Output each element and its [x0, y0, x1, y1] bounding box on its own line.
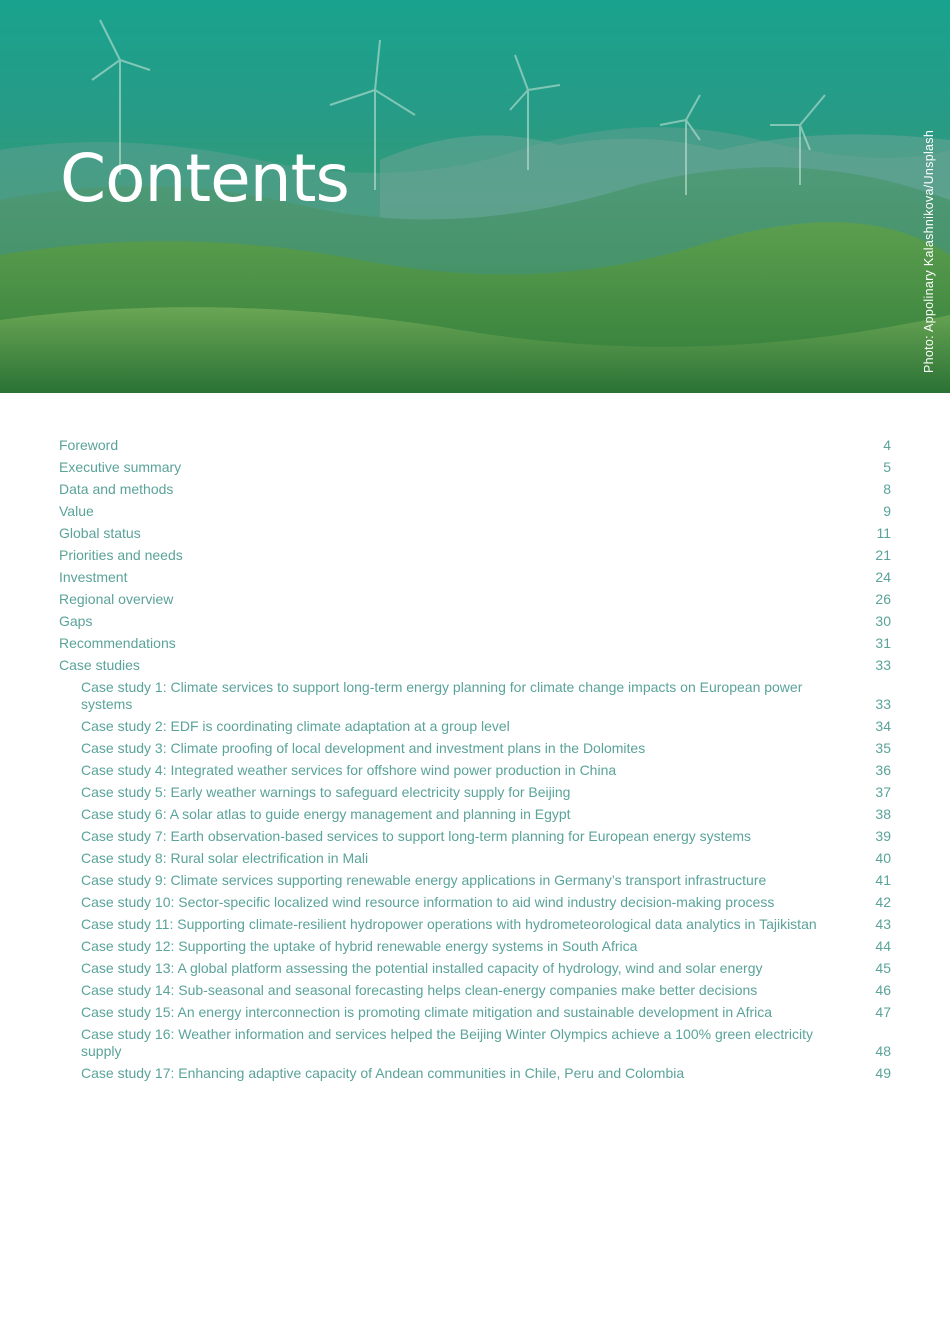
toc-entry-page: 44: [875, 938, 891, 954]
toc-entry[interactable]: [59, 828, 891, 845]
toc-entry[interactable]: [59, 547, 891, 564]
toc-entry-label: Investment: [59, 569, 128, 585]
toc-entry-label: Global status: [59, 525, 141, 541]
toc-entry-page: 9: [883, 503, 891, 519]
toc-entry-page: 45: [875, 960, 891, 976]
toc-entry-page: 35: [875, 740, 891, 756]
toc-entry-label: Case study 10: Sector-specific localized wind resource information to aid wind industry decision-making process: [81, 894, 775, 910]
toc-entry-page: 33: [875, 657, 891, 673]
toc-entry-label: Executive summary: [59, 459, 182, 475]
toc-entry-label: Case study 3: Climate proofing of local development and investment plans in the Dolomites: [81, 740, 646, 756]
toc-entry[interactable]: [59, 806, 891, 823]
toc-entry[interactable]: [59, 613, 891, 630]
toc-entry-label: Value: [59, 503, 94, 519]
page-title: Contents: [60, 140, 349, 217]
toc-entry[interactable]: [59, 591, 891, 608]
toc-entry-label: Case study 16: Weather information and services helped the Beijing Winter Olympics achieve a 100% green electricity supply: [81, 1026, 813, 1059]
toc-entry[interactable]: [59, 525, 891, 542]
toc-entry-page: 30: [875, 613, 891, 629]
toc-entry-page: 41: [875, 872, 891, 888]
toc-entry-label: Case study 1: Climate services to support long-term energy planning for climate change impacts on European power systems: [81, 679, 803, 712]
toc-entry-label: Case study 13: A global platform assessing the potential installed capacity of hydrology, wind and solar energy: [81, 960, 763, 976]
toc-entry-label: Case study 9: Climate services supporting renewable energy applications in Germany’s transport infrastructure: [81, 872, 767, 888]
toc-entry-page: 5: [883, 459, 891, 475]
toc-entry-label: Foreword: [59, 437, 119, 453]
toc-entry[interactable]: [59, 762, 891, 779]
toc-entry[interactable]: [59, 740, 891, 757]
toc-entry-label: Case study 12: Supporting the uptake of hybrid renewable energy systems in South Africa: [81, 938, 638, 954]
toc-entry-label: Case study 5: Early weather warnings to safeguard electricity supply for Beijing: [81, 784, 571, 800]
toc-entry-page: 11: [876, 525, 891, 541]
toc-entry-page: 31: [875, 635, 891, 651]
toc-entry-label: Case study 15: An energy interconnection is promoting climate mitigation and sustainable development in Africa: [81, 1004, 773, 1020]
toc-entry[interactable]: [59, 1026, 891, 1060]
toc-entry-page: 36: [875, 762, 891, 778]
toc-entry-page: 48: [875, 1043, 891, 1059]
toc-entry-page: 34: [875, 718, 891, 734]
toc-entry[interactable]: [59, 960, 891, 977]
toc-entry-label: Case study 8: Rural solar electrification in Mali: [81, 850, 369, 866]
toc-entry[interactable]: [59, 894, 891, 911]
toc-entry[interactable]: [59, 872, 891, 889]
toc-entry-label: Data and methods: [59, 481, 174, 497]
toc-entry-page: 40: [875, 850, 891, 866]
toc-entry[interactable]: [59, 1004, 891, 1021]
toc-entry-label: Case study 14: Sub-seasonal and seasonal forecasting helps clean-energy companies make better decisions: [81, 982, 758, 998]
toc-entry-page: 33: [875, 696, 891, 712]
photo-credit: Photo: Appolinary Kalashnikova/Unsplash: [922, 129, 936, 373]
toc-entry[interactable]: [59, 850, 891, 867]
toc-entry[interactable]: [59, 569, 891, 586]
toc-entry[interactable]: [59, 635, 891, 652]
toc-entry-page: 26: [875, 591, 891, 607]
toc-entry-label: Case study 2: EDF is coordinating climate adaptation at a group level: [81, 718, 510, 734]
toc-entry-label: Case studies: [59, 657, 140, 673]
toc-entry-page: 4: [883, 437, 891, 453]
toc-entry[interactable]: [59, 784, 891, 801]
toc-entry-page: 24: [875, 569, 891, 585]
toc-entry-page: 43: [875, 916, 891, 932]
toc-entry-label: Case study 6: A solar atlas to guide energy management and planning in Egypt: [81, 806, 571, 822]
toc-entry-page: 37: [875, 784, 891, 800]
toc-entry[interactable]: [59, 459, 891, 476]
toc-entry[interactable]: [59, 657, 891, 674]
toc-entry[interactable]: [59, 982, 891, 999]
toc-entry-page: 39: [875, 828, 891, 844]
toc-entry-page: 47: [875, 1004, 891, 1020]
toc-entry[interactable]: [59, 718, 891, 735]
toc-entry-page: 46: [875, 982, 891, 998]
toc-entry-label: Case study 4: Integrated weather services for offshore wind power production in China: [81, 762, 617, 778]
toc-entry[interactable]: [59, 437, 891, 454]
toc-entry-label: Priorities and needs: [59, 547, 183, 563]
toc-entry-label: Case study 17: Enhancing adaptive capacity of Andean communities in Chile, Peru and Colombia: [81, 1065, 685, 1081]
toc-entry-label: Case study 11: Supporting climate-resilient hydropower operations with hydrometeorological data analytics in Tajikistan: [81, 916, 817, 932]
toc-entry-label: Regional overview: [59, 591, 174, 607]
toc-entry-label: Recommendations: [59, 635, 176, 651]
toc-entry[interactable]: [59, 679, 891, 713]
toc-entry[interactable]: [59, 503, 891, 520]
toc-entry-page: 38: [875, 806, 891, 822]
toc-entry[interactable]: [59, 916, 891, 933]
table-of-contents: [59, 437, 891, 1087]
toc-entry[interactable]: [59, 1065, 891, 1082]
toc-entry-page: 21: [875, 547, 891, 563]
toc-entry-page: 8: [883, 481, 891, 497]
toc-entry-label: Gaps: [59, 613, 93, 629]
toc-entry[interactable]: [59, 481, 891, 498]
toc-entry-label: Case study 7: Earth observation-based services to support long-term planning for European energy systems: [81, 828, 752, 844]
toc-entry-page: 42: [875, 894, 891, 910]
hero-photo: [0, 0, 950, 393]
toc-entry[interactable]: [59, 938, 891, 955]
toc-entry-page: 49: [875, 1065, 891, 1081]
